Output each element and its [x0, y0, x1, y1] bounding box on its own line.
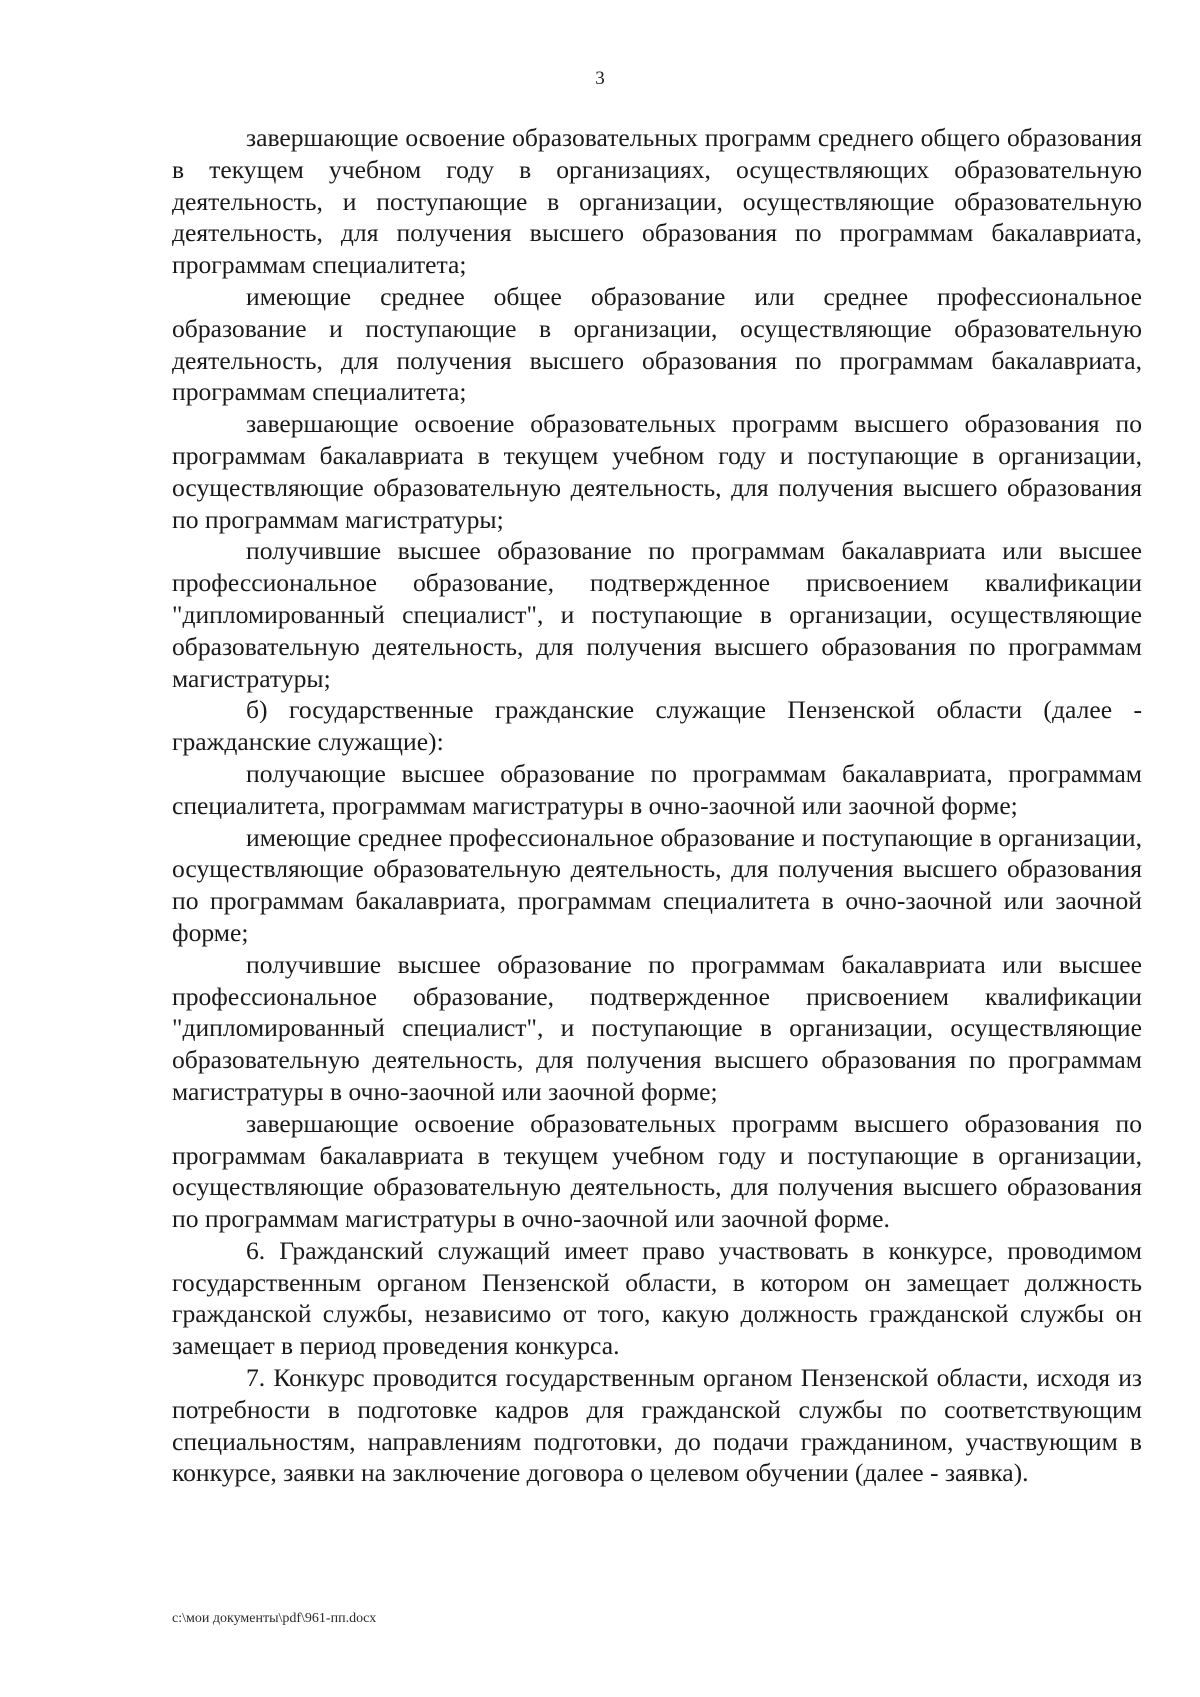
page-number: 3	[595, 68, 605, 89]
paragraph-5: б) государственные гражданские служащие Пензенской области (далее - гражданские служащие):	[172, 695, 1142, 757]
paragraph-2: имеющие среднее общее образование или среднее профессиональное образование и поступающие в организации, осуществляющие образовательную деятельность, для получения высшего образования по программам бакалавриата, программам специалитета;	[172, 281, 1142, 407]
paragraph-10: 6. Гражданский служащий имеет право участвовать в конкурсе, проводимом государственным органом Пензенской области, в котором он замещает должность гражданской службы, независимо от того, какую должность гражданской службы он замещает в период проведения конкурса.	[172, 1235, 1142, 1361]
paragraph-6: получающие высшее образование по программам бакалавриата, программам специалитета, программам магистратуры в очно-заочной или заочной форме;	[172, 758, 1142, 820]
document-body	[172, 122, 1142, 1489]
paragraph-8: получившие высшее образование по программам бакалавриата или высшее профессиональное образование, подтвержденное присвоением квалификации "дипломированный специалист", и поступающие в организации, осуществляющие образовательную деятельность, для получения высшего образования по программам магистратуры в очно-заочной или заочной форме;	[172, 949, 1142, 1106]
paragraph-7: имеющие среднее профессиональное образование и поступающие в организации, осуществляющие образовательную деятельность, для получения высшего образования по программам бакалавриата, программам специалитета в очно-заочной или заочной форме;	[172, 822, 1142, 947]
paragraph-3: завершающие освоение образовательных программ высшего образования по программам бакалавриата в текущем учебном году и поступающие в организации, осуществляющие образовательную деятельность, для получения высшего образования по программам магистратуры;	[172, 409, 1142, 534]
paragraph-11: 7. Конкурс проводится государственным органом Пензенской области, исходя из потребности в подготовке кадров для гражданской службы по соответствующим специальностям, направлениям подготовки, до подачи гражданином, участвующим в конкурсе, заявки на заключение договора о целевом обучении (далее - заявка).	[172, 1363, 1142, 1488]
paragraph-4: получившие высшее образование по программам бакалавриата или высшее профессиональное образование, подтвержденное присвоением квалификации "дипломированный специалист", и поступающие в организации, осуществляющие образовательную деятельность, для получения высшего образования по программам магистратуры;	[172, 536, 1142, 693]
paragraph-9: завершающие освоение образовательных программ высшего образования по программам бакалавриата в текущем учебном году и поступающие в организации, осуществляющие образовательную деятельность, для получения высшего образования по программам магистратуры в очно-заочной или заочной форме.	[172, 1108, 1142, 1234]
footer-file-path: c:\мои документы\pdf\961-пп.docx	[172, 1611, 377, 1626]
paragraph-1: завершающие освоение образовательных программ среднего общего образования в текущем учебном году в организациях, осуществляющих образовательную деятельность, и поступающие в организации, осуществляющие образовательную деятельность, для получения высшего образования по программам бакалавриата, программам специалитета;	[172, 123, 1142, 280]
